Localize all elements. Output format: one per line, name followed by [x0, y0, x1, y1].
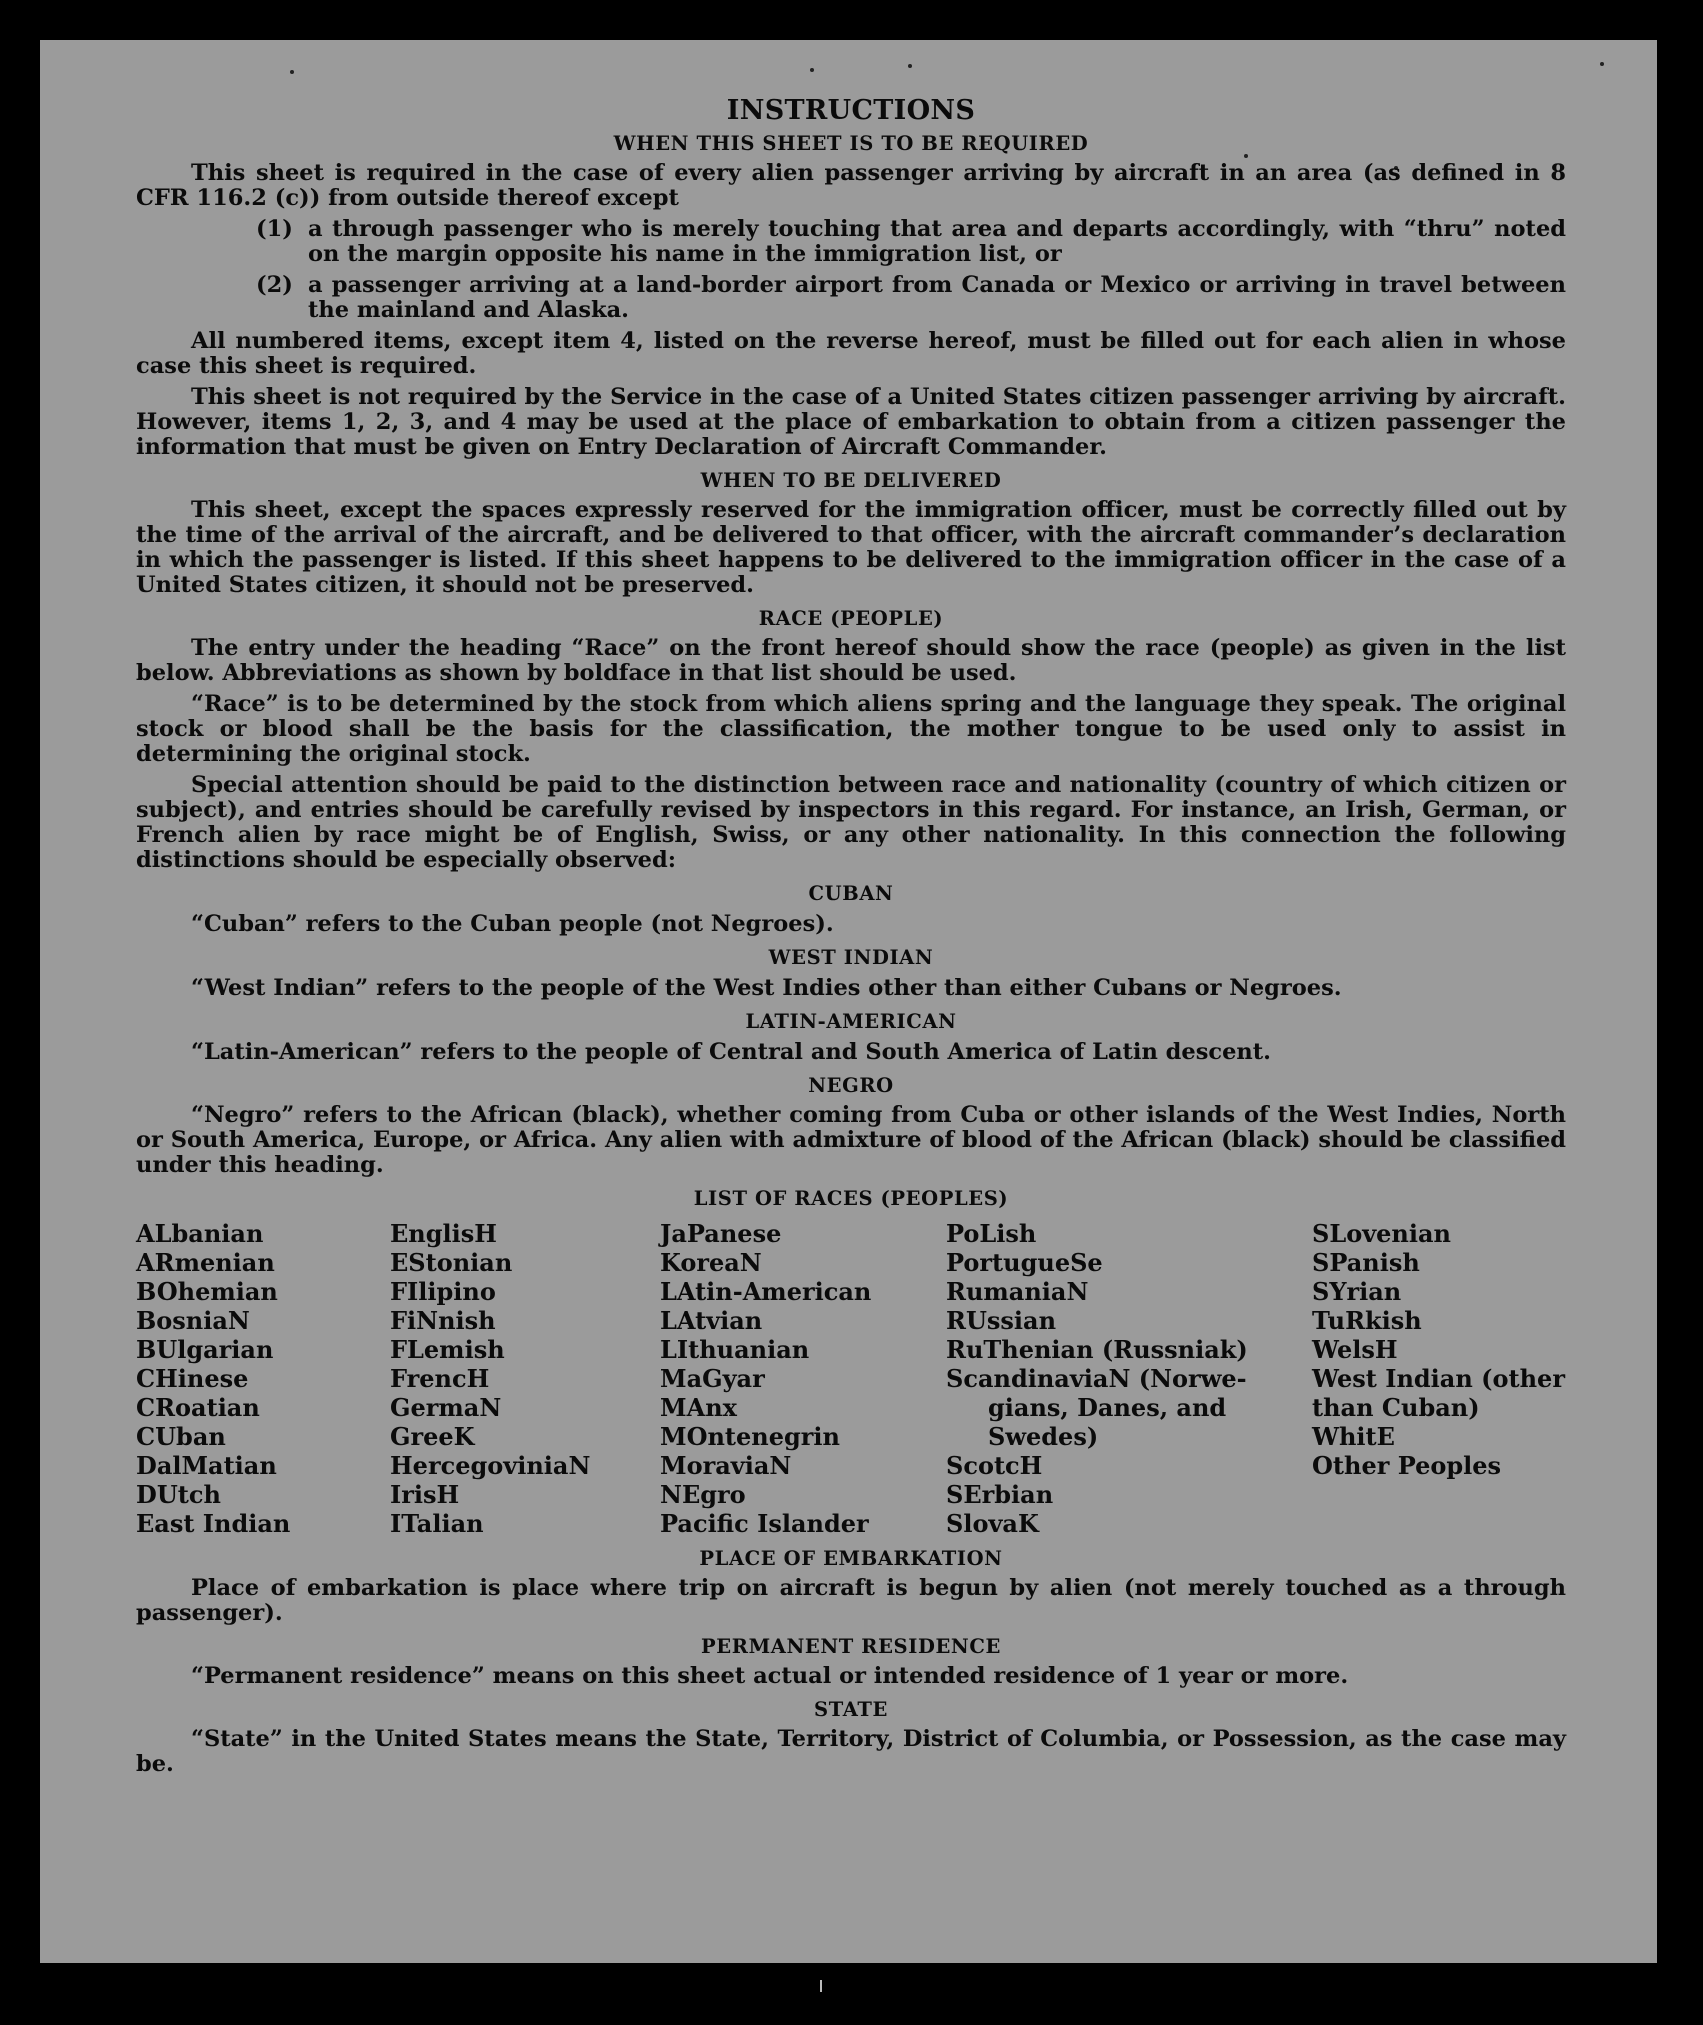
race-item: FLemish — [390, 1335, 505, 1364]
race-item: MaGyar — [660, 1364, 765, 1393]
item-text: a through passenger who is merely touching that area and departs accordingly, with “thru” noted on the margin opposite his name in the immigration list, or — [308, 216, 1566, 267]
race-item: CHinese — [136, 1364, 249, 1393]
heading-list-of-races: LIST OF RACES (PEOPLES) — [693, 1187, 1009, 1210]
item-number: (2) — [256, 272, 293, 298]
paragraph: “West Indian” refers to the people of the West Indies other than either Cubans or Negroes. — [191, 975, 1342, 1001]
race-item: FiNnish — [390, 1306, 496, 1335]
races-column-5 — [1312, 1219, 1566, 1538]
race-item: MAnx — [660, 1393, 737, 1422]
race-item: ARmenian — [136, 1248, 275, 1277]
race-item: DalMatian — [136, 1451, 277, 1480]
race-item: EnglisH — [390, 1219, 497, 1248]
paragraph: “Negro” refers to the African (black), whether coming from Cuba or other islands of the West Indies, North or South America, Europe, or Africa. Any alien with admixture of blood of the African (black) should be classified under this heading. — [136, 1102, 1566, 1178]
speck-mark — [810, 68, 814, 72]
numbered-item — [256, 217, 1566, 267]
race-item: Pacific Islander — [660, 1509, 869, 1538]
heading-state: STATE — [814, 1698, 888, 1721]
race-item-continued: gians, Danes, and — [988, 1393, 1227, 1422]
paragraph: “Latin-American” refers to the people of Central and South America of Latin descent. — [191, 1039, 1271, 1065]
race-item: KoreaN — [660, 1248, 762, 1277]
race-item: GreeK — [390, 1422, 475, 1451]
race-item: RuThenian (Russniak) — [946, 1335, 1248, 1364]
race-item: SYrian — [1312, 1277, 1402, 1306]
speck-mark — [908, 64, 912, 68]
instructions-content — [136, 95, 1566, 1783]
race-item: IrisH — [390, 1480, 460, 1509]
race-item: ITalian — [390, 1509, 484, 1538]
race-item: NEgro — [660, 1480, 746, 1509]
race-item: MOntenegrin — [660, 1422, 840, 1451]
races-column-4 — [946, 1219, 1312, 1538]
heading-when-delivered: WHEN TO BE DELIVERED — [700, 469, 1002, 492]
speck-mark — [820, 1980, 822, 1992]
heading-permanent-residence: PERMANENT RESIDENCE — [701, 1635, 1001, 1658]
paragraph: This sheet is not required by the Service in the case of a United States citizen passenger arriving by aircraft. However, items 1, 2, 3, and 4 may be used at the place of embarkation to obtain from a citizen passenger the information that must be given on Entry Declaration of Aircraft Commander. — [136, 384, 1566, 460]
race-item: West Indian (other — [1312, 1364, 1565, 1393]
paragraph: “Permanent residence” means on this sheet actual or intended residence of 1 year or more. — [191, 1663, 1349, 1689]
race-item: EStonian — [390, 1248, 513, 1277]
numbered-item — [256, 273, 1566, 323]
race-item: CUban — [136, 1422, 226, 1451]
race-item: LIthuanian — [660, 1335, 810, 1364]
race-item: PortugueSe — [946, 1248, 1103, 1277]
race-item: ScandinaviaN (Norwe- — [946, 1364, 1247, 1393]
race-item: TuRkish — [1312, 1306, 1422, 1335]
paragraph: This sheet, except the spaces expressly reserved for the immigration officer, must be correctly filled out by the time of the arrival of the aircraft, and be delivered to that officer, with the aircraft commander’s declaration in which the passenger is listed. If this sheet happens to be delivered to the immigration officer in the case of a United States citizen, it should not be preserved. — [136, 497, 1566, 598]
heading-race: RACE (PEOPLE) — [758, 607, 944, 630]
race-item: CRoatian — [136, 1393, 260, 1422]
race-item: DUtch — [136, 1480, 221, 1509]
race-item: WhitE — [1312, 1422, 1395, 1451]
race-item: PoLish — [946, 1219, 1037, 1248]
paragraph: Special attention should be paid to the distinction between race and nationality (country of which citizen or subject), and entries should be carefully revised by inspectors in this regard. For instance, an Irish, German, or French alien by race might be of English, Swiss, or any other nationality. In this connection the following distinctions should be especially observed: — [136, 772, 1566, 873]
heading-latin-american: LATIN-AMERICAN — [745, 1010, 957, 1033]
race-item: SErbian — [946, 1480, 1054, 1509]
race-item: GermaN — [390, 1393, 502, 1422]
paragraph: “State” in the United States means the State, Territory, District of Columbia, or Possession, as the case may be. — [136, 1726, 1566, 1777]
race-item: Other Peoples — [1312, 1451, 1502, 1480]
heading-west-indian: WEST INDIAN — [768, 946, 934, 969]
heading-cuban: CUBAN — [808, 882, 894, 905]
heading-negro: NEGRO — [808, 1074, 894, 1097]
races-column-3 — [660, 1219, 946, 1538]
race-item: HercegoviniaN — [390, 1451, 591, 1480]
race-item: FrencH — [390, 1364, 490, 1393]
page-title: INSTRUCTIONS — [726, 95, 976, 126]
race-item: LAtvian — [660, 1306, 763, 1335]
paragraph: “Race” is to be determined by the stock from which aliens spring and the language they speak. The original stock or blood shall be the basis for the classification, the mother tongue to be used only to assist in determining the original stock. — [136, 691, 1566, 767]
race-item: BosniaN — [136, 1306, 250, 1335]
race-item: JaPanese — [660, 1219, 782, 1248]
race-item-continued: than Cuban) — [1312, 1393, 1480, 1422]
race-item: BUlgarian — [136, 1335, 274, 1364]
race-item: LAtin-American — [660, 1277, 872, 1306]
item-text: a passenger arriving at a land-border airport from Canada or Mexico or arriving in travel between the mainland and Alaska. — [308, 272, 1566, 323]
race-item: RumaniaN — [946, 1277, 1089, 1306]
paragraph: This sheet is required in the case of every alien passenger arriving by aircraft in an area (as defined in 8 CFR 116.2 (c)) from outside thereof except — [136, 160, 1566, 211]
race-item-continued: Swedes) — [988, 1422, 1099, 1451]
race-item: MoraviaN — [660, 1451, 792, 1480]
paragraph: All numbered items, except item 4, listed on the reverse hereof, must be filled out for each alien in whose case this sheet is required. — [136, 328, 1566, 379]
heading-place-of-embarkation: PLACE OF EMBARKATION — [699, 1547, 1003, 1570]
race-item: SPanish — [1312, 1248, 1420, 1277]
race-item: WelsH — [1312, 1335, 1398, 1364]
document-sheet — [40, 40, 1657, 1963]
paragraph: Place of embarkation is place where trip on aircraft is begun by alien (not merely touched as a through passenger). — [136, 1575, 1566, 1626]
races-column-2 — [390, 1219, 660, 1538]
paragraph: The entry under the heading “Race” on the front hereof should show the race (people) as given in the list below. Abbreviations as shown by boldface in that list should be used. — [136, 635, 1566, 686]
heading-when-required: WHEN THIS SHEET IS TO BE REQUIRED — [613, 132, 1089, 155]
races-list — [136, 1219, 1566, 1538]
race-item: BOhemian — [136, 1277, 278, 1306]
races-column-1 — [136, 1219, 390, 1538]
item-number: (1) — [256, 216, 293, 242]
race-item: SLovenian — [1312, 1219, 1451, 1248]
race-item: RUssian — [946, 1306, 1057, 1335]
race-item: ALbanian — [136, 1219, 264, 1248]
paragraph: “Cuban” refers to the Cuban people (not Negroes). — [191, 911, 834, 937]
race-item: ScotcH — [946, 1451, 1043, 1480]
speck-mark — [1600, 62, 1604, 66]
race-item: FIlipino — [390, 1277, 496, 1306]
speck-mark — [290, 70, 294, 74]
race-item: East Indian — [136, 1509, 291, 1538]
race-item: SlovaK — [946, 1509, 1039, 1538]
